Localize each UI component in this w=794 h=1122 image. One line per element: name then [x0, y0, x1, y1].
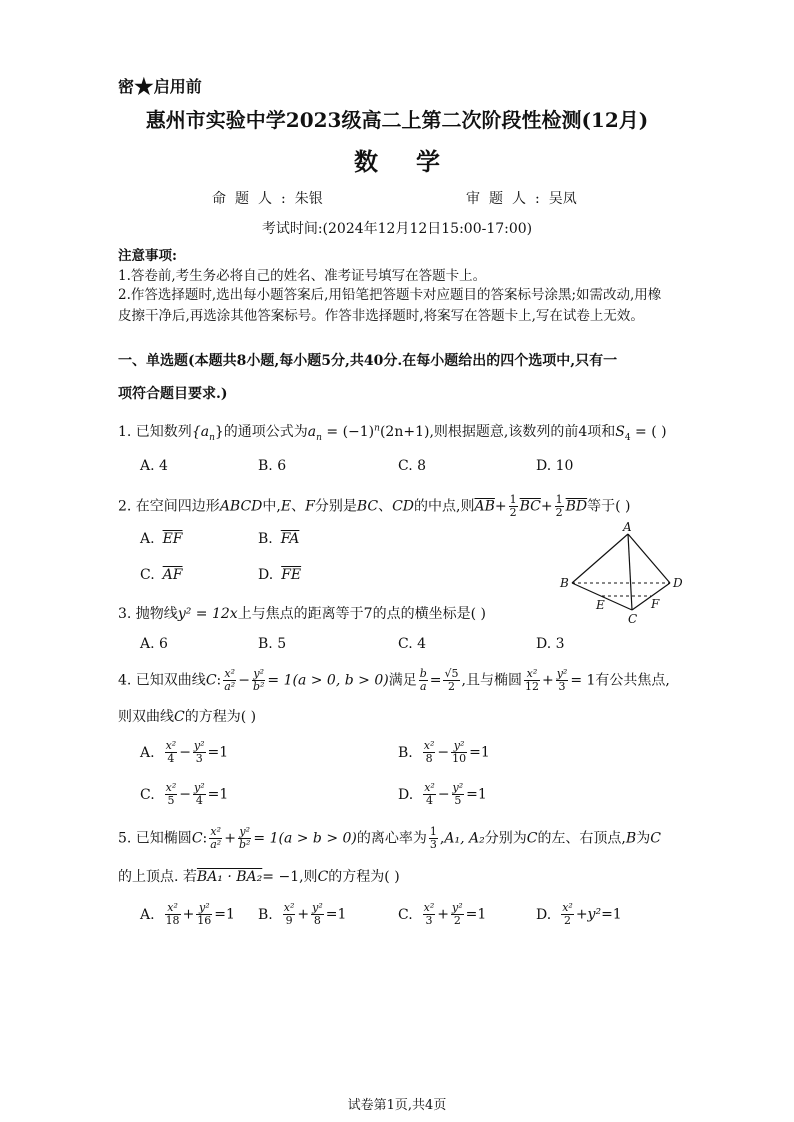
page-footer: 试卷第1页,共4页 [347, 1098, 447, 1113]
q1-option-a: A. 4 [140, 458, 168, 474]
q5-option-c: C. $\frac{\text{x²}}{3}$ + $\frac{\text{y²}}{2}$ =1 [398, 901, 487, 927]
note-item-2: 2.作答选择题时,选出每小题答案后,用铅笔把答题卡对应题目的答案标号涂黑;如需改动,用橡皮擦干净后,再选涂其他答案标号。作答非选择题时,将案写在答题卡上,写在试卷上无效。 [118, 287, 662, 324]
question-2: 2. 在空间四边形ABCD中,E、F分别是BC、CD的中点,则$\overline{AB}+$ $\frac{1}{2}$ $\overline{BC}+$ $\frac{1}{2}$ $\overline{BD}$等于( ) [118, 493, 631, 519]
q3-option-d: D. 3 [536, 636, 565, 652]
exam-title: 惠州市实验中学2023级高二上第二次阶段性检测(12月) [145, 108, 649, 132]
q2-option-c: C. $\overline{AF}$ [140, 567, 183, 583]
q5-option-d: D. $\frac{\text{x²}}{2}$ +y²=1 [536, 901, 622, 927]
q4-option-c: C. $\frac{\text{x²}}{5}$ − $\frac{\text{y²}}{4}$ =1 [140, 781, 229, 807]
label-f: F [651, 597, 660, 611]
q2-option-b: B. $\overline{FA}$ [258, 531, 300, 547]
q1-option-c: C. 8 [398, 458, 427, 474]
q4-option-d: D. $\frac{\text{x²}}{4}$ − $\frac{\text{y²}}{5}$ =1 [398, 781, 487, 807]
question-5-line2: 的上顶点. 若BA₁ · BA₂= −1,则C的方程为( ) [118, 869, 400, 885]
section-heading: 一、单选题(本题共8小题,每小题5分,共40分.在每小题给出的四个选项中,只有一 [118, 353, 618, 369]
author-line: 命题人:朱银 [212, 191, 323, 207]
q5-option-b: B. $\frac{\text{x²}}{9}$ + $\frac{\text{y²}}{8}$ =1 [258, 901, 347, 927]
edge-ad [628, 534, 670, 583]
question-1: 1. 已知数列$\{a_n\}$的通项公式为$a_n = (-1)^n(2n+1)$,则根据题意,该数列的前4项和$S_4$ = ( ) [118, 423, 667, 443]
q5-option-a: A. $\frac{\text{x²}}{18}$ + $\frac{\text{y²}}{16}$ =1 [140, 901, 235, 927]
q4-option-b: B. $\frac{\text{x²}}{8}$ − $\frac{\text{y²}}{10}$ =1 [398, 739, 490, 765]
question-5: 5. 已知椭圆C: $\frac{\text{x²}}{\text{a²}}$ + $\frac{\text{y²}}{\text{b²}}$ = 1(a > b > 0)的离心率为 $\frac{1}{3}$ ,A₁, A₂分别为C的左、右顶点,B为C [118, 825, 661, 851]
reviewer-line: 审题人:吴凤 [466, 191, 577, 207]
notes-heading: 注意事项: [118, 248, 177, 264]
edge-ac [628, 534, 632, 610]
question-4-line2: 则双曲线C的方程为( ) [118, 709, 257, 725]
question-3: 3. 抛物线y² = 12x上与焦点的距离等于7的点的横坐标是( ) [118, 606, 486, 622]
edge-ab [572, 534, 628, 583]
q2-option-a: A. $\overline{EF}$ [140, 531, 183, 547]
label-e: E [596, 598, 605, 612]
q1-option-d: D. 10 [536, 458, 574, 474]
q3-option-b: B. 5 [258, 636, 287, 652]
tetrahedron-figure [556, 520, 690, 626]
label-c: C [628, 612, 638, 626]
question-4: 4. 已知双曲线C: $\frac{\text{x²}}{\text{a²}}$ − $\frac{\text{y²}}{\text{b²}}$ = 1(a > 0, b > 0)满足 $\frac{b}{a}$ = $\frac{√5}{2}$ ,且与椭圆 $\frac{\text{x²}}{12}$ + $\frac{\text{y²}}{3}$ = 1有公共焦点, [118, 667, 670, 693]
subject-title: 数学 [354, 147, 478, 176]
exam-time: 考试时间:(2024年12月12日15:00-17:00) [261, 221, 533, 237]
q3-option-a: A. 6 [140, 636, 168, 652]
label-a: A [623, 520, 632, 534]
star-icon: ★ [134, 74, 154, 100]
confidential-mark: 密★启用前 [118, 74, 202, 100]
section-heading-cont: 项符合题目要求.) [118, 386, 228, 402]
q2-option-d: D. $\overline{FE}$ [258, 567, 302, 583]
note-item-1: 1.答卷前,考生务必将自己的姓名、准考证号填写在答题卡上。 [118, 268, 487, 284]
q4-option-a: A. $\frac{\text{x²}}{4}$ − $\frac{\text{y²}}{3}$ =1 [140, 739, 229, 765]
q1-option-b: B. 6 [258, 458, 287, 474]
label-d: D [673, 576, 683, 590]
q3-option-c: C. 4 [398, 636, 427, 652]
label-b: B [560, 576, 569, 590]
